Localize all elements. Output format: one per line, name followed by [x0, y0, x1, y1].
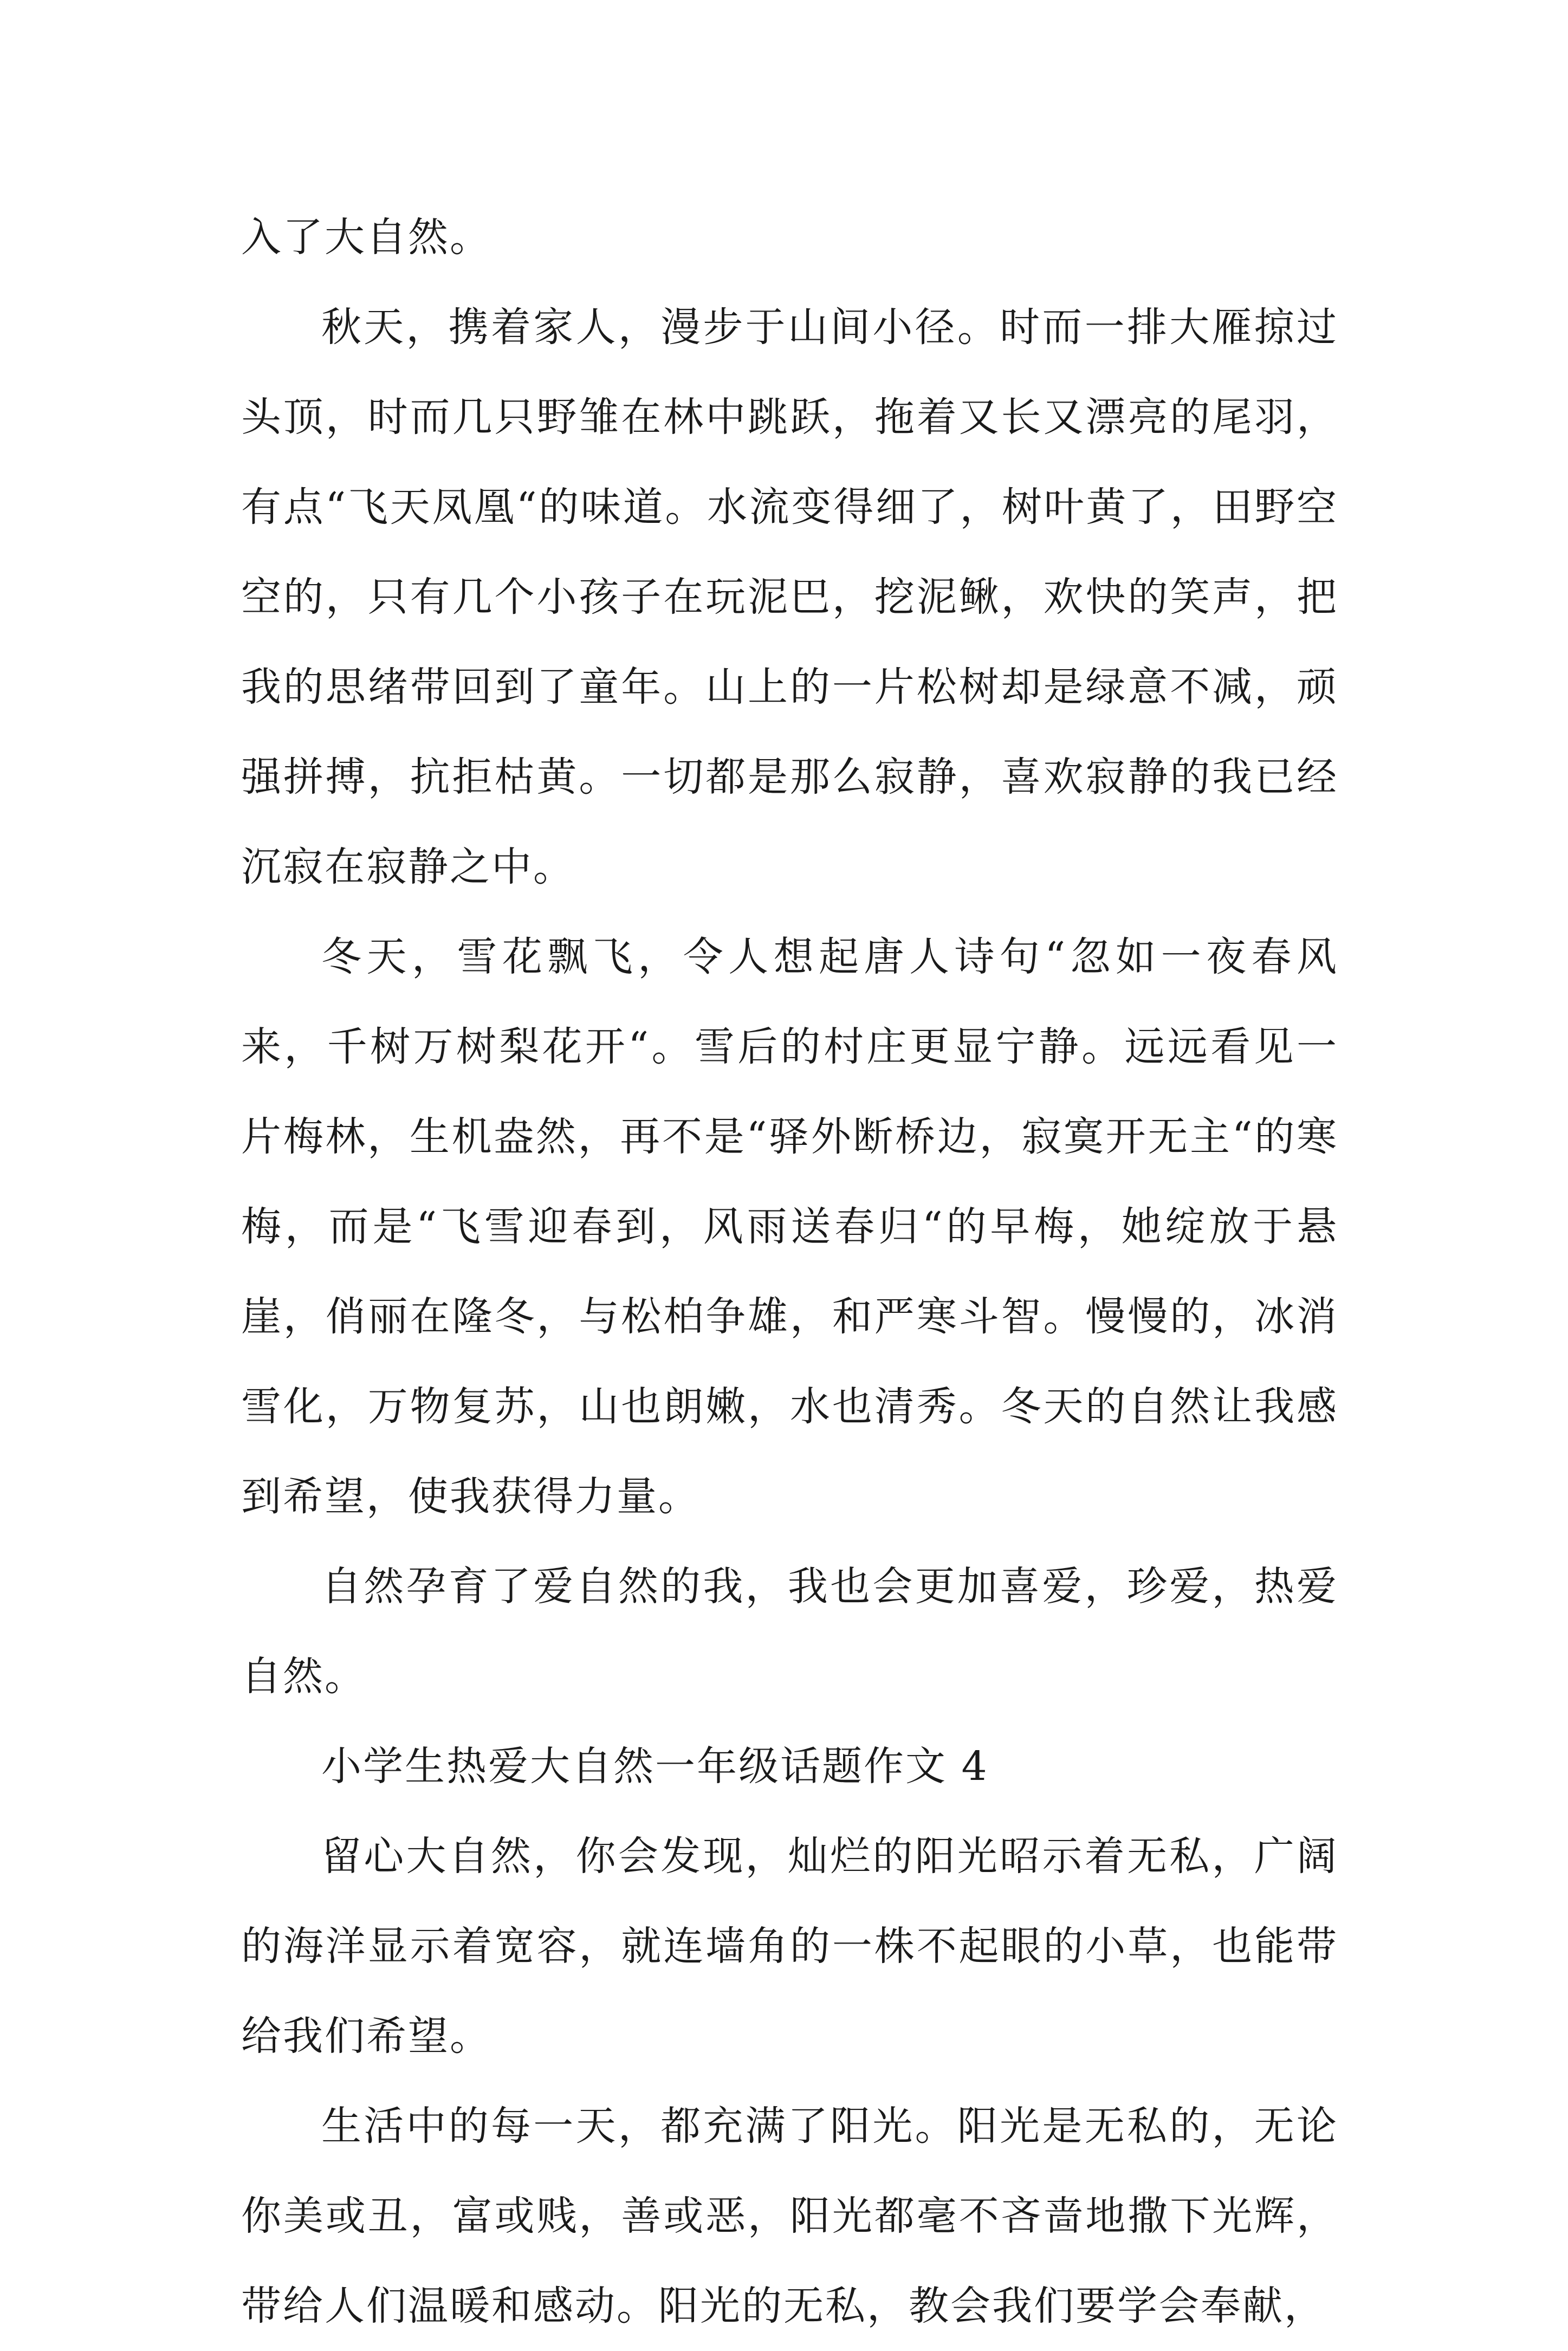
- paragraph-conclusion: 自然孕育了爱自然的我，我也会更加喜爱，珍爱，热爱自然。: [241, 1563, 1338, 1700]
- paragraph-autumn: 秋天，携着家人，漫步于山间小径。时而一排大雁掠过头顶，时而几只野雏在林中跳跃，拖着又长又漂亮的尾羽，有点“飞天凤凰“的味道。水流变得细了，树叶黄了，田野空空的，只有几个小孩子在玩泥巴，挖泥鳅，欢快的笑声，把我的思绪带回到了童年。山上的一片松树却是绿意不减，顽强拼搏，抗拒枯黄。一切都是那么寂静，喜欢寂静的我已经沉寂在寂静之中。: [241, 304, 1338, 890]
- essay-heading: 小学生热爱大自然一年级话题作文 4: [321, 1743, 989, 1790]
- paragraph-intro: 留心大自然，你会发现，灿烂的阳光昭示着无私，广阔的海洋显示着宽容，就连墙角的一株不起眼的小草，也能带给我们希望。: [241, 1833, 1338, 2059]
- document-body: [241, 192, 1338, 2351]
- paragraph-continuation: 入了大自然。: [241, 214, 491, 261]
- paragraph-winter: 冬天，雪花飘飞，令人想起唐人诗句“忽如一夜春风来，千树万树梨花开“。雪后的村庄更显宁静。远远看见一片梅林，生机盎然，再不是“驿外断桥边，寂寞开无主“的寒梅，而是“飞雪迎春到，风雨送春归“的早梅，她绽放于悬崖，俏丽在隆冬，与松柏争雄，和严寒斗智。慢慢的，冰消雪化，万物复苏，山也朗嫩，水也清秀。冬天的自然让我感到希望，使我获得力量。: [241, 934, 1338, 1520]
- paragraph-sunshine: 生活中的每一天，都充满了阳光。阳光是无私的，无论你美或丑，富或贱，善或恶，阳光都毫不吝啬地撒下光辉，带给人们温暖和感动。阳光的无私，教会我们要学会奉献，: [241, 2103, 1338, 2329]
